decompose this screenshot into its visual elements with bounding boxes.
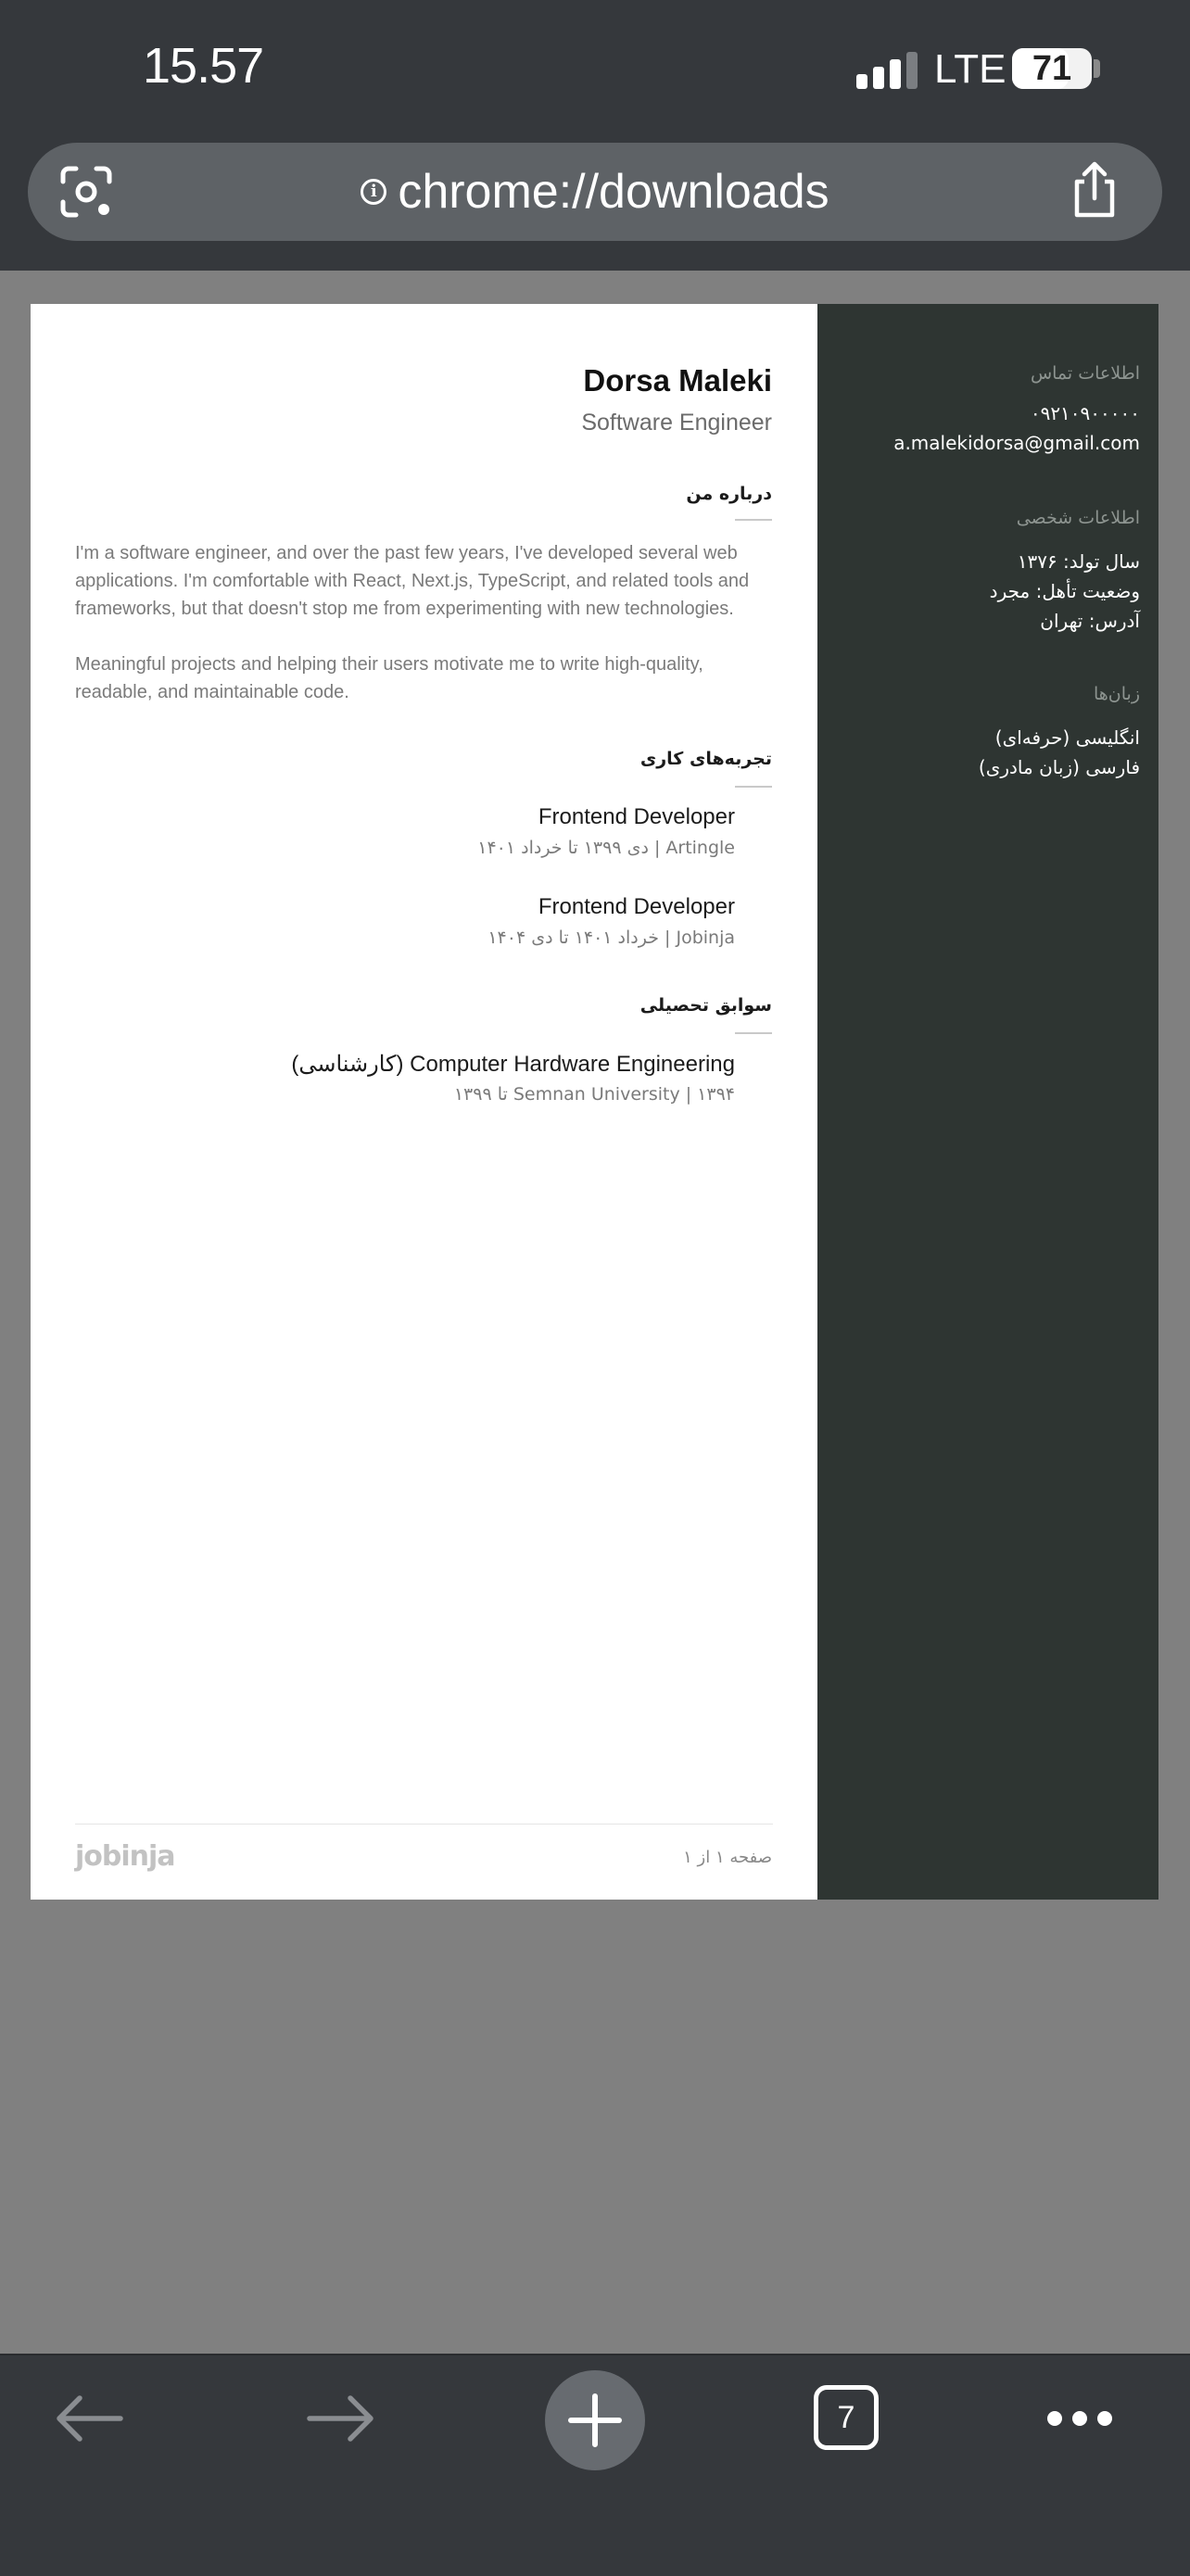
languages-title: زبان‌ها	[1093, 684, 1140, 704]
personal-title: اطلاعات شخصی	[1016, 508, 1140, 528]
more-dots-icon[interactable]	[1047, 2411, 1112, 2426]
status-time: 15.57	[143, 38, 264, 94]
about-paragraph: Meaningful projects and helping their users motivate me to write high-quality, readable, and maintainable code.	[75, 654, 703, 702]
personal-address: آدرس: تهران	[1040, 610, 1140, 632]
address-bar[interactable]	[28, 143, 1162, 241]
jobinja-logo: jobinja	[75, 1840, 175, 1873]
browser-top-chrome	[0, 0, 1190, 271]
language-item: انگلیسی (حرفه‌ای)	[994, 726, 1140, 749]
resume-role: Software Engineer	[581, 410, 772, 436]
language-item: فارسی (زبان مادری)	[978, 756, 1140, 778]
education-title: (کارشناسی) Computer Hardware Engineering	[291, 1052, 735, 1077]
battery-tip	[1094, 59, 1100, 78]
experience-meta: Jobinja | خرداد ۱۴۰۱ تا دی ۱۴۰۴	[487, 928, 735, 948]
back-arrow-icon[interactable]	[54, 2394, 124, 2443]
url-text[interactable]: chrome://downloads	[398, 165, 829, 219]
info-icon[interactable]: i	[361, 179, 386, 205]
share-icon[interactable]	[1068, 161, 1121, 219]
section-title-about: درباره من	[686, 484, 772, 504]
contact-phone: ۰۹۲۱۰۹۰۰۰۰۰	[1030, 402, 1140, 424]
experience-title: Frontend Developer	[538, 894, 735, 919]
personal-birth: سال تولد: ۱۳۷۶	[1017, 550, 1140, 573]
cellular-signal-icon	[856, 50, 918, 89]
battery-percent: 71	[1032, 49, 1072, 88]
browser-bottom-toolbar	[0, 2354, 1190, 2576]
section-title-education: سوابق تحصیلی	[639, 995, 772, 1016]
resume-page	[31, 304, 817, 1900]
about-paragraph: I'm a software engineer, and over the past few years, I've developed several web applications. I'm comfortable with React, Next.js, TypeScript, and related tools and frameworks, but that doesn't stop me from experimenting with new technologies.	[75, 543, 750, 619]
footer-divider	[75, 1824, 773, 1825]
network-type: LTE	[934, 46, 1006, 92]
experience-meta: Artingle | دی ۱۳۹۹ تا خرداد ۱۴۰۱	[477, 838, 735, 858]
section-divider	[735, 786, 772, 788]
contact-email: a.malekidorsa@gmail.com	[893, 432, 1140, 454]
page-number: صفحه ۱ از ۱	[683, 1848, 772, 1867]
plus-icon	[567, 2393, 623, 2448]
resume-name: Dorsa Maleki	[583, 363, 772, 398]
education-meta: Semnan University | ۱۳۹۴ تا ۱۳۹۹	[453, 1084, 735, 1105]
section-divider	[735, 1032, 772, 1034]
forward-arrow-icon[interactable]	[306, 2394, 376, 2443]
section-divider	[735, 519, 772, 521]
contact-title: اطلاعات تماس	[1030, 363, 1140, 384]
experience-title: Frontend Developer	[538, 804, 735, 829]
battery-icon	[1012, 48, 1092, 89]
tab-switcher-button[interactable]: 7	[814, 2385, 879, 2450]
url-display[interactable]	[28, 143, 1162, 241]
new-tab-button[interactable]	[545, 2370, 645, 2470]
resume-sidebar	[817, 304, 1158, 1900]
personal-marital: وضعیت تأهل: مجرد	[989, 580, 1140, 602]
section-title-experience: تجربه‌های کاری	[639, 749, 772, 769]
